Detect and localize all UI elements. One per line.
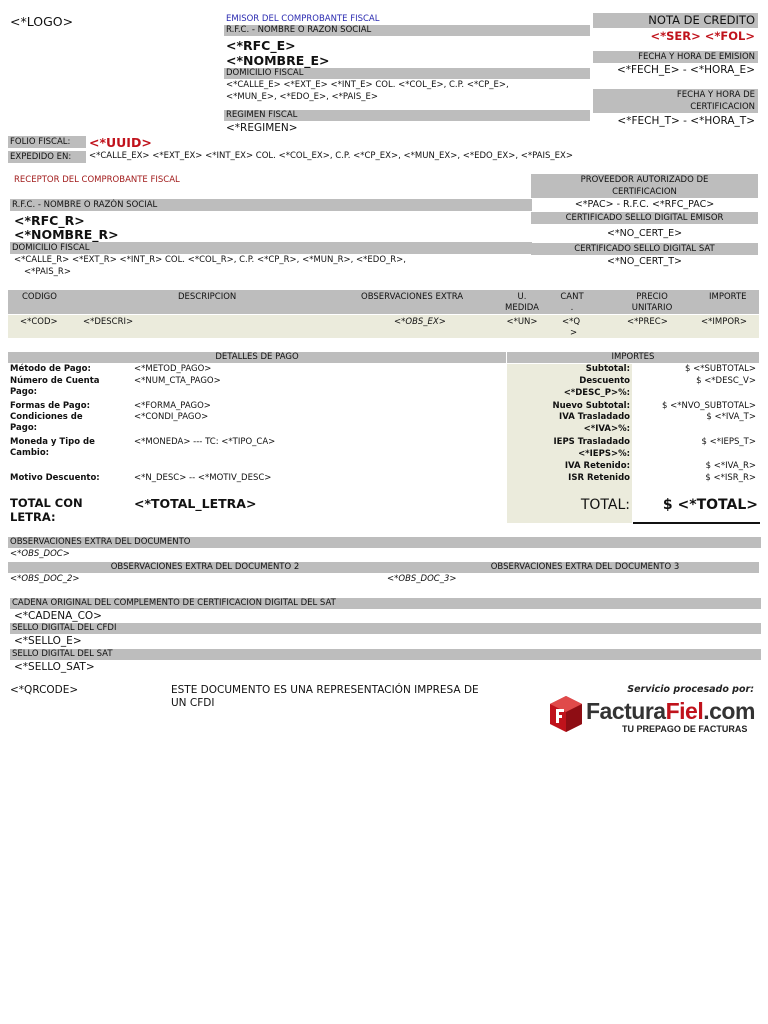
emisor-rfc: <*RFC_E>	[226, 38, 296, 53]
col-descripcion: DESCRIPCION	[178, 292, 237, 302]
motivo-descuento: <*N_DESC> -- <*MOTIV_DESC>	[134, 473, 272, 483]
col-medida-2: MEDIDA	[505, 303, 539, 313]
fecha-emision: <*FECH_E> - <*HORA_E>	[616, 64, 755, 76]
ieps-trasladado-value: $ <*IEPS_T>	[701, 437, 756, 447]
item-descripcion: <*DESCRI>	[83, 317, 134, 327]
col-precio-2: UNITARIO	[631, 303, 673, 313]
emisor-regimen-label: REGIMEN FISCAL	[224, 110, 590, 121]
expedido-label: EXPEDIDO EN:	[8, 151, 86, 163]
receptor-domicilio-label: DOMICILIO FISCAL	[10, 242, 532, 254]
expedido-en: <*CALLE_EX> <*EXT_EX> <*INT_EX> COL. <*COL_EX>, C.P. <*CP_EX>, <*MUN_EX>, <*EDO_EX>, <*PAIS_EX>	[89, 151, 573, 161]
col-precio	[622, 292, 682, 314]
moneda-label-2: Cambio:	[10, 448, 50, 458]
emisor-rfc-nombre-label: R.F.C. - NOMBRE O RAZÓN SOCIAL	[224, 25, 590, 36]
isr-retenido-value: $ <*ISR_R>	[705, 473, 756, 483]
total-letra: <*TOTAL_LETRA>	[134, 496, 257, 511]
moneda-label	[10, 437, 130, 459]
motivo-descuento-label: Motivo Descuento:	[10, 473, 100, 483]
nuevo-subtotal-label: Nuevo Subtotal:	[552, 401, 630, 411]
col-cantidad-1: CANT	[560, 292, 584, 302]
receptor-domicilio-line1: <*CALLE_R> <*EXT_R> <*INT_R> COL. <*COL_R>, C.P. <*CP_R>, <*MUN_R>, <*EDO_R>,	[14, 255, 407, 265]
moneda-label-1: Moneda y Tipo de	[10, 437, 95, 447]
sello-sat-label: SELLO DIGITAL DEL SAT	[10, 649, 761, 660]
total-letra-label	[10, 496, 130, 524]
total-value: $ <*TOTAL>	[662, 497, 758, 513]
qrcode-placeholder: <*QRCODE>	[10, 684, 79, 696]
obs-doc-3: <*OBS_DOC_3>	[387, 574, 457, 584]
fecha-certificacion: <*FECH_T> - <*HORA_T>	[617, 115, 755, 127]
obs-doc: <*OBS_DOC>	[10, 549, 70, 559]
facturafiel-cube-icon	[548, 694, 584, 734]
total-underline	[633, 522, 760, 524]
receptor-rfc-nombre-label: R.F.C. - NOMBRE O RAZÓN SOCIAL	[10, 199, 532, 211]
iva-porcentaje-label: <*IVA>%:	[583, 424, 630, 434]
receptor-rfc: <*RFC_R>	[14, 213, 85, 228]
item-cantidad-2: >	[570, 328, 578, 338]
receptor-title: RECEPTOR DEL COMPROBANTE FISCAL	[14, 175, 180, 185]
subtotal-value: $ <*SUBTOTAL>	[684, 364, 756, 374]
emisor-domicilio-line1: <*CALLE_E> <*EXT_E> <*INT_E> COL. <*COL_E>, C.P. <*CP_E>,	[226, 80, 509, 90]
nuevo-subtotal-value: $ <*NVO_SUBTOTAL>	[662, 401, 756, 411]
brand-fiel: Fiel	[665, 698, 704, 724]
brand-factura: Factura	[586, 698, 666, 724]
logo-placeholder: <*LOGO>	[10, 14, 74, 29]
descuento-porcentaje-label: <*DESC_P>%:	[563, 388, 630, 398]
folio-fiscal-label: FOLIO FISCAL:	[8, 136, 86, 148]
ieps-trasladado-label: IEPS Trasladado	[553, 437, 630, 447]
col-medida	[496, 292, 548, 314]
fecha-certificacion-label-box	[593, 89, 758, 113]
item-importe: <*IMPOR>	[701, 317, 748, 327]
iva-retenido-value: $ <*IVA_R>	[705, 461, 756, 471]
iva-retenido-label: IVA Retenido:	[564, 461, 630, 471]
emisor-domicilio-label: DOMICILIO FISCAL	[224, 68, 590, 79]
item-cantidad-1: <*Q	[562, 317, 581, 327]
item-observaciones: <*OBS_EX>	[394, 317, 446, 327]
metodo-pago-label: Método de Pago:	[10, 364, 91, 374]
descuento-label: Descuento	[579, 376, 630, 386]
total-letra-label-1: TOTAL CON	[10, 496, 83, 510]
moneda-tipo-cambio: <*MONEDA> --- TC: <*TIPO_CA>	[134, 437, 276, 447]
pac-title-1: PROVEEDOR AUTORIZADO DE	[580, 175, 709, 185]
pac-title-box	[531, 174, 758, 198]
document-type: NOTA DE CREDITO	[593, 13, 758, 28]
col-observaciones: OBSERVACIONES EXTRA	[361, 292, 464, 302]
item-medida: <*UN>	[506, 317, 538, 327]
obs-doc-label: OBSERVACIONES EXTRA DEL DOCUMENTO	[8, 537, 761, 548]
no-cert-sat: <*NO_CERT_T>	[607, 256, 682, 267]
sello-cfdi-label: SELLO DIGITAL DEL CFDI	[10, 623, 761, 634]
condiciones-pago-label	[10, 412, 130, 434]
emisor-title: EMISOR DEL COMPROBANTE FISCAL	[226, 14, 380, 24]
obs-doc-2-label: OBSERVACIONES EXTRA DEL DOCUMENTO 2	[110, 562, 300, 572]
receptor-domicilio-line2: <*PAIS_R>	[24, 267, 71, 277]
serie-folio: <*SER> <*FOL>	[650, 29, 755, 43]
no-cert-emisor: <*NO_CERT_E>	[606, 228, 683, 239]
condiciones-pago-label-1: Condiciones de	[10, 412, 83, 422]
formas-pago-label: Formas de Pago:	[10, 401, 90, 411]
pac-rfc: <*PAC> - R.F.C. <*RFC_PAC>	[574, 199, 715, 210]
iva-trasladado-value: $ <*IVA_T>	[706, 412, 756, 422]
col-importe: IMPORTE	[709, 292, 747, 302]
ieps-porcentaje-label: <*IEPS>%:	[578, 449, 630, 459]
leyenda-cfdi-1: ESTE DOCUMENTO ES UNA REPRESENTACIÓN IMPRESA DE	[171, 684, 479, 696]
col-cantidad	[552, 292, 592, 314]
numero-cuenta-label-2: Pago:	[10, 387, 38, 397]
leyenda-cfdi-2: UN CFDI	[171, 697, 215, 709]
numero-cuenta-label	[10, 376, 130, 398]
col-medida-1: U.	[517, 292, 527, 302]
emisor-domicilio-line2: <*MUN_E>, <*EDO_E>, <*PAIS_E>	[226, 92, 378, 102]
servicio-procesado: Servicio procesado por:	[627, 684, 754, 695]
detalles-pago-title: DETALLES DE PAGO	[8, 352, 506, 363]
sello-sat: <*SELLO_SAT>	[14, 661, 95, 673]
fecha-certificacion-label-1: FECHA Y HORA DE	[676, 90, 755, 100]
total-label: TOTAL:	[580, 497, 630, 513]
item-cantidad	[562, 317, 592, 339]
brand-com: .com	[703, 698, 755, 724]
cadena-original: <*CADENA_CO>	[14, 610, 102, 622]
col-codigo: CODIGO	[22, 292, 57, 302]
folio-fiscal-uuid: <*UUID>	[89, 135, 152, 150]
descuento-value: $ <*DESC_V>	[696, 376, 756, 386]
isr-retenido-label: ISR Retenido	[568, 473, 630, 483]
importes-title: IMPORTES	[507, 352, 759, 363]
formas-pago: <*FORMA_PAGO>	[134, 401, 211, 411]
obs-doc-2: <*OBS_DOC_2>	[10, 574, 80, 584]
item-codigo: <*COD>	[20, 317, 58, 327]
emisor-regimen: <*REGIMEN>	[226, 122, 298, 134]
facturafiel-wordmark	[586, 698, 755, 724]
cadena-original-label: CADENA ORIGINAL DEL COMPLEMENTO DE CERTIFICACION DIGITAL DEL SAT	[10, 598, 761, 609]
condiciones-pago: <*CONDI_PAGO>	[134, 412, 209, 422]
leyenda-cfdi	[171, 684, 551, 710]
numero-cuenta: <*NUM_CTA_PAGO>	[134, 376, 221, 386]
obs-doc-3-label: OBSERVACIONES EXTRA DEL DOCUMENTO 3	[490, 562, 680, 572]
cert-sat-label: CERTIFICADO SELLO DIGITAL SAT	[531, 243, 758, 255]
col-precio-1: PRECIO	[636, 292, 668, 302]
cert-emisor-label: CERTIFICADO SELLO DIGITAL EMISOR	[531, 212, 758, 224]
subtotal-label: Subtotal:	[585, 364, 630, 374]
fecha-emision-label: FECHA Y HORA DE EMISION	[593, 51, 758, 63]
facturafiel-logo	[548, 694, 758, 736]
item-precio: <*PREC>	[627, 317, 668, 327]
emisor-nombre: <*NOMBRE_E>	[226, 53, 330, 68]
fecha-certificacion-label-2: CERTIFICACION	[690, 102, 755, 112]
metodo-pago: <*METOD_PAGO>	[134, 364, 212, 374]
col-cantidad-2: .	[570, 303, 574, 313]
pac-title-2: CERTIFICACION	[612, 187, 677, 197]
condiciones-pago-label-2: Pago:	[10, 423, 38, 433]
total-letra-label-2: LETRA:	[10, 510, 56, 524]
receptor-nombre: <*NOMBRE_R>	[14, 227, 119, 242]
numero-cuenta-label-1: Número de Cuenta	[10, 376, 100, 386]
brand-tagline: TU PREPAGO DE FACTURAS	[622, 724, 748, 734]
sello-cfdi: <*SELLO_E>	[14, 635, 82, 647]
iva-trasladado-label: IVA Trasladado	[559, 412, 630, 422]
